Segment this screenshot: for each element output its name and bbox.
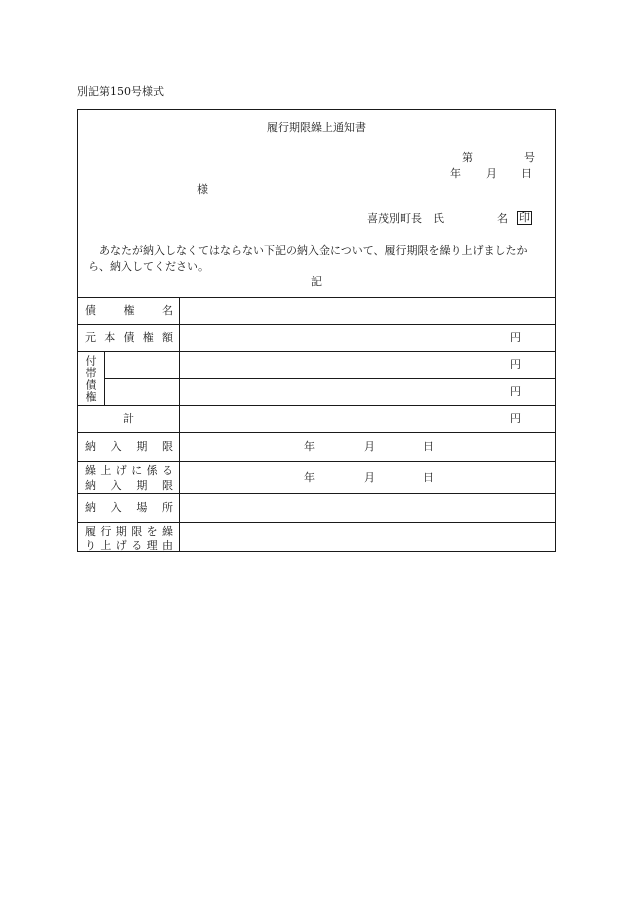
seal-box: 印 — [519, 211, 530, 224]
row-divider — [104, 378, 555, 379]
document-title: 履行期限繰上通知書 — [267, 121, 366, 134]
seal-mark — [517, 211, 532, 225]
doc-number-prefix: 第 — [462, 151, 473, 164]
claim-name-label — [85, 305, 173, 316]
advanced-year-label: 年 — [304, 471, 315, 484]
row-divider — [78, 324, 555, 325]
issue-month-label: 月 — [486, 167, 497, 180]
advanced-month-label: 月 — [364, 471, 375, 484]
reason-label-line2: り上げる理由 — [85, 539, 173, 552]
issue-year-label: 年 — [450, 167, 461, 180]
total-label: 計 — [123, 412, 134, 425]
principal-amount-label: 元本債権額 — [85, 331, 173, 344]
incidental-yen-unit-2: 円 — [510, 385, 521, 398]
due-month-label: 月 — [364, 440, 375, 453]
incidental-divider — [104, 351, 105, 405]
addressee-suffix: 様 — [197, 183, 208, 196]
incidental-yen-unit-1: 円 — [510, 358, 521, 371]
due-year-label: 年 — [304, 440, 315, 453]
column-divider — [179, 297, 180, 552]
notice-form — [77, 109, 556, 552]
ki-heading: 記 — [311, 275, 322, 288]
total-yen-unit: 円 — [510, 412, 521, 425]
row-divider — [78, 351, 555, 352]
issuer-name-label: 名 — [497, 212, 508, 225]
row-divider — [78, 297, 555, 298]
claim-name-text: 債 権 名 — [85, 304, 173, 317]
doc-number-suffix: 号 — [524, 151, 535, 164]
advanced-due-label-line1: 繰上げに係る — [85, 464, 173, 477]
row-divider — [78, 432, 555, 433]
reason-label-line1: 履行期限を繰 — [85, 525, 173, 538]
due-day-label: 日 — [423, 440, 434, 453]
issuer-title: 喜茂別町長 氏 — [367, 212, 444, 225]
form-number-label: 別記第150号様式 — [77, 85, 164, 98]
issue-day-label: 日 — [521, 167, 532, 180]
row-divider — [78, 522, 555, 523]
payment-place-label: 納入場所 — [85, 501, 173, 514]
row-divider — [78, 405, 555, 406]
advanced-day-label: 日 — [423, 471, 434, 484]
notice-body-text: あなたが納入しなくてはならない下記の納入金について、履行期限を繰り上げましたから、納入してください。 — [88, 244, 528, 273]
due-date-label: 納入期限 — [85, 440, 173, 453]
principal-yen-unit: 円 — [510, 331, 521, 344]
incidental-claim-label: 付帯債権 — [84, 355, 97, 403]
row-divider — [78, 461, 555, 462]
advanced-due-label-line2: 納入期限 — [85, 479, 173, 492]
row-divider — [78, 493, 555, 494]
